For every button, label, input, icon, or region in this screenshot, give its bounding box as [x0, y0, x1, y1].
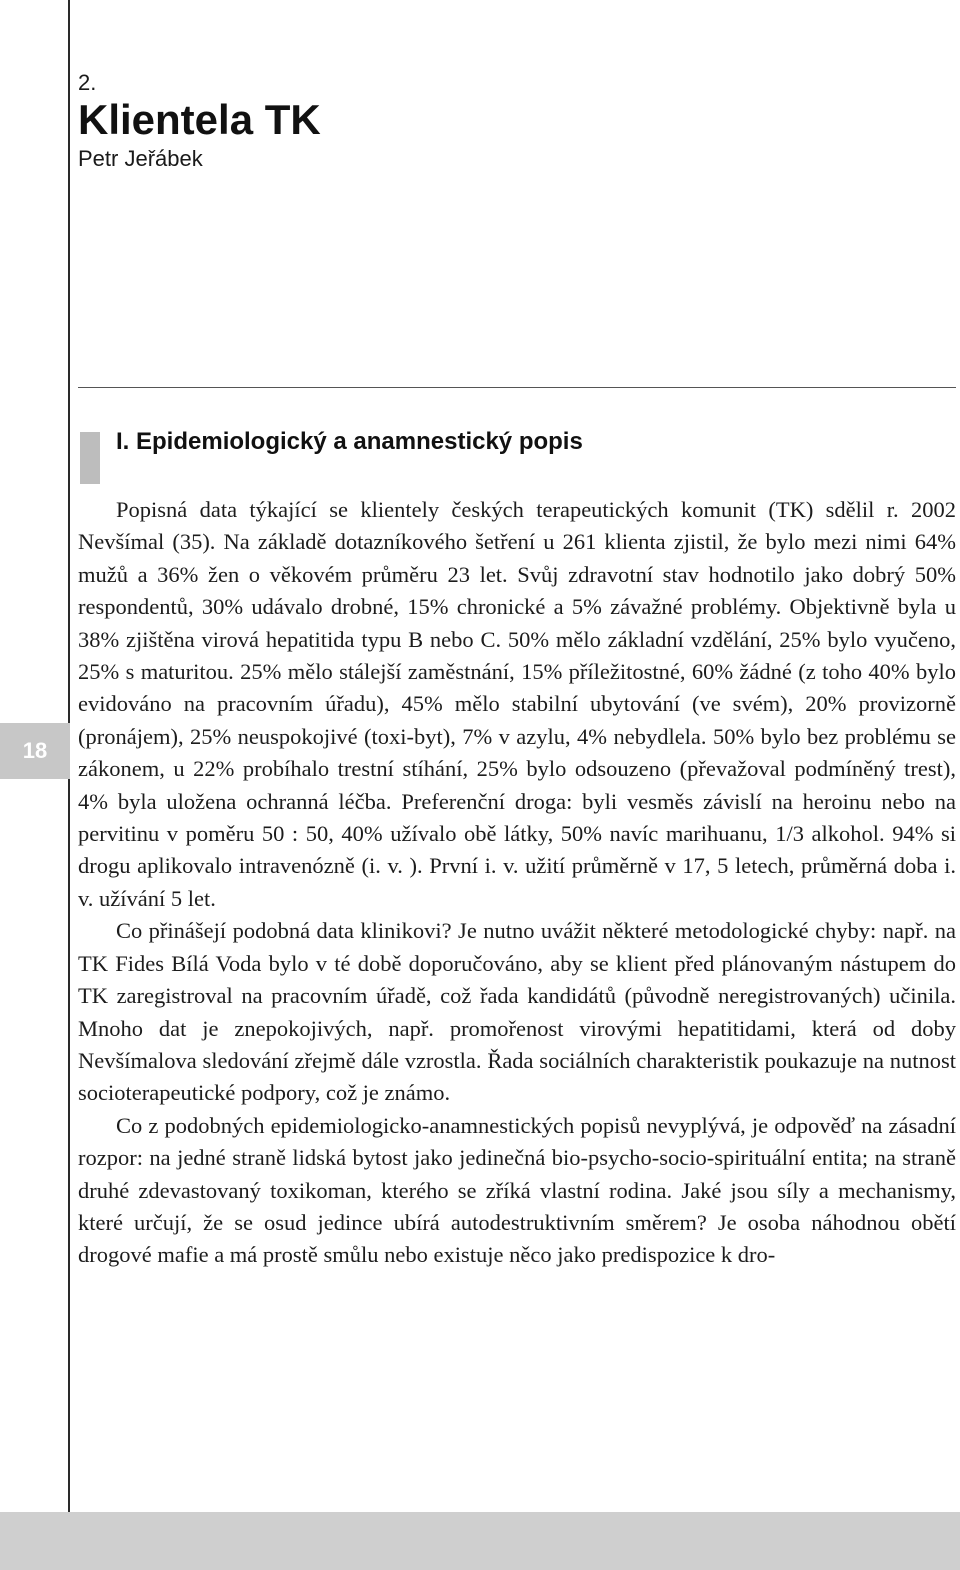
author-name: Petr Jeřábek [78, 146, 203, 171]
body-text [78, 494, 956, 1272]
footer-band [0, 1512, 960, 1570]
chapter-number: 2. [78, 70, 97, 95]
paragraph: Popisná data týkající se klientely českých terapeutických komunit (TK) sdělil r. 2002 Nevšímal (35). Na základě dotazníkového šetření u 261 klienta zjistil, že bylo mezi nimi 64% mužů a 36% žen o věkovém průměru 23 let. Svůj zdravotní stav hodnotilo jako dobrý 50% respondentů, 30% udávalo drobné, 15% chronické a 5% závažné problémy. Objektivně byla u 38% zjištěna virová hepatitida typu B nebo C. 50% mělo základní vzdělání, 25% bylo vyučeno, 25% s maturitou. 25% mělo stálejší zaměstnání, 15% příležitostné, 60% žádné (z toho 40% bylo evidováno na pracovním úřadu), 45% mělo stabilní ubytování (ve svém), 20% provizorně (pronájem), 25% neuspokojivé (toxi-byt), 7% v azylu, 4% nebydlela. 50% bylo bez problému se zákonem, u 22% probíhalo trestní stíhání, 25% bylo odsouzeno (převažoval podmíněný trest), 4% byla uložena ochranná léčba. Preferenční droga: byli vesměs závislí na heroinu nebo na pervitinu v poměru 50 : 50, 40% užívalo obě látky, 50% navíc marihuanu, 1/3 alkohol. 94% si drogu aplikovalo intravenózně (i. v. ). První i. v. užití průměrně v 17, 5 letech, průměrná doba i. v. užívání 5 let. [78, 497, 956, 911]
margin-rule [68, 0, 70, 1570]
paragraph: Co z podobných epidemiologicko-anamnestických popisů nevyplývá, je odpověď na zásadní rozpor: na jedné straně lidská bytost jako jedinečná bio-psycho-socio-spirituální entita; na straně druhé zdevastovaný toxikoman, kterého se zříká vlastní rodina. Jaké jsou síly a mechanismy, které určují, že se osud jedince ubírá autodestruktivním směrem? Je osoba náhodnou obětí drogové mafie a má prostě smůlu nebo existuje něco jako predispozice k dro- [78, 1112, 956, 1268]
section-marker [80, 432, 100, 484]
page-number: 18 [0, 723, 70, 779]
paragraph: Co přinášejí podobná data klinikovi? Je nutno uvážit některé metodologické chyby: např. na TK Fides Bílá Voda bylo v té době doporučováno, aby se klient před plánovaným nástupem do TK zaregistroval na pracovním úřadě, což řada kandidátů (původně neregistrovaných) učinila. Mnoho dat je znepokojivých, např. promořenost virovými hepatitidami, která od doby Nevšímalova sledování zřejmě dále vzrostla. Řada sociálních charakteristik poukazuje na nutnost socioterapeutické podpory, což je známo. [78, 918, 956, 1106]
chapter-title: Klientela TK [78, 96, 321, 143]
horizontal-rule [78, 387, 956, 388]
section-heading: I. Epidemiologický a anamnestický popis [116, 428, 583, 455]
